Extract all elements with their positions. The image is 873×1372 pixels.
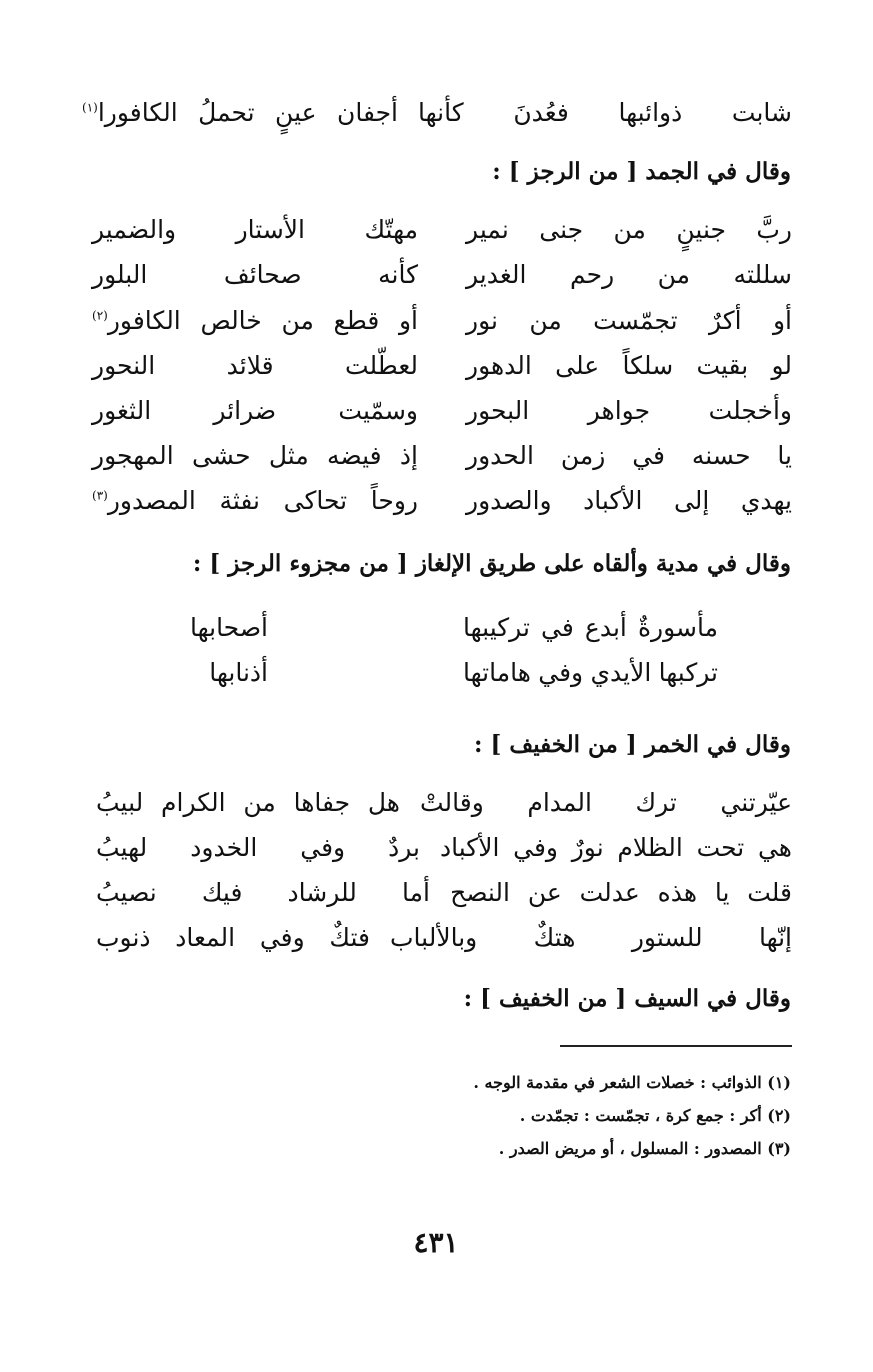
verse-word: الظلام [617, 833, 683, 862]
verse-word: في [541, 613, 574, 642]
verse-word: روحاً [370, 486, 418, 515]
footnote: (٢) أكر : جمع كرة ، تجمّست : تجمّدت . [519, 1106, 791, 1125]
verse-word: زمن [560, 441, 606, 470]
verse-word: صحائف [223, 260, 302, 289]
verse-word: إلى [673, 486, 710, 515]
verse-word: ضرائر [213, 396, 277, 425]
footnote-marker: (١) [82, 100, 98, 115]
verse-word: فتكٌ [329, 923, 370, 952]
verse-word: المدام [527, 788, 592, 817]
verse-word: الكرام [161, 788, 226, 817]
verse-first-hemistich [466, 262, 792, 287]
verse-word: وقالتْ [420, 788, 484, 817]
verse-word: عدلت [579, 878, 640, 907]
verse-word: تحملُ [198, 98, 255, 127]
verse-second-hemistich [96, 835, 420, 860]
section-heading: وقال في مدية وألقاه على طريق الإلغاز [ من مجزوء الرجز ] : [192, 550, 791, 577]
verse-word: فيك [201, 878, 243, 907]
verse-word: أجفان [336, 98, 398, 127]
verse-word: مثل [268, 441, 309, 470]
verse-word: نورٌ [571, 833, 604, 862]
verse-second-hemistich [92, 353, 418, 378]
verse-word: المعاد [175, 923, 236, 952]
verse-word: بقيت [696, 351, 749, 380]
verse-word: تركيبها [463, 613, 530, 642]
verse-word: من [243, 788, 276, 817]
footnote-divider [560, 1045, 792, 1047]
verse-word: من [281, 306, 314, 335]
verse-word: الأكباد [440, 833, 500, 862]
verse-word: والضمير [92, 215, 177, 244]
verse-second-hemistich [92, 398, 418, 423]
verse-second-hemistich [96, 790, 400, 815]
verse-word: أبدع [584, 613, 627, 642]
verse-word: تجمّست [593, 306, 678, 335]
section-heading: وقال في الجمد [ من الرجز ] : [492, 158, 791, 185]
verse-second-hemistich [92, 262, 418, 287]
verse-word: لهيبُ [96, 833, 148, 862]
verse-word: الخدود [190, 833, 258, 862]
verse-word: كأنها [418, 98, 464, 127]
verse-word: تحاكى [283, 486, 348, 515]
verse-word: من [613, 215, 646, 244]
verse-word: لعطّلت [344, 351, 418, 380]
verse-first-hemistich [420, 790, 792, 815]
verse-word: مهتّك [364, 215, 418, 244]
verse-word: الكافور$^{(٢)}$ [92, 306, 181, 335]
footnote: (١) الذوائب : خصلات الشعر في مقدمة الوجه . [473, 1073, 791, 1092]
verse-word: جنى [539, 215, 584, 244]
verse-word: ذوائبها [618, 98, 683, 127]
verse-word: المصدور$^{(٣)}$ [92, 486, 196, 515]
verse-word: الحدور [466, 441, 534, 470]
verse-word: وفي [513, 833, 559, 862]
verse-word: هل [367, 788, 400, 817]
verse-word: لو [771, 351, 792, 380]
verse-word: البلور [92, 260, 148, 289]
verse-word: البحور [466, 396, 530, 425]
verse-word: نمير [466, 215, 509, 244]
verse-word: قطع [333, 306, 380, 335]
verse-word: ذنوب [96, 923, 151, 952]
verse-word: النحور [92, 351, 156, 380]
verse-word: هي [757, 833, 792, 862]
verse-word: الدهور [466, 351, 532, 380]
verse-second-hemistich [96, 880, 430, 905]
verse-word: شابت [731, 98, 792, 127]
verse-second-hemistich [92, 308, 418, 333]
verse-word: أذنابها [209, 658, 268, 687]
verse-word: هذه [657, 878, 698, 907]
verse-word: أصحابها [189, 613, 268, 642]
verse-second-hemistich [188, 615, 268, 640]
verse-word: وأخجلت [708, 396, 792, 425]
footnote-marker: (٢) [92, 308, 108, 323]
verse-word: وفي [259, 923, 305, 952]
verse-word: كأنه [378, 260, 418, 289]
verse-first-hemistich [466, 443, 792, 468]
verse-word: نفثة [219, 486, 261, 515]
verse-first-hemistich [440, 835, 792, 860]
verse-second-hemistich [96, 925, 370, 950]
verse-word: الأستار [235, 215, 305, 244]
verse-word: ربَّ [756, 215, 792, 244]
verse-first-hemistich [463, 615, 718, 640]
verse-word: أكرٌ [708, 306, 742, 335]
verse-word: هتكٌ [533, 923, 576, 952]
verse-word: هاماتها [463, 658, 531, 687]
verse-word: من [657, 260, 691, 289]
verse-word: في [632, 441, 665, 470]
verse-word: فعُدنَ [513, 98, 569, 127]
verse-word: الأيدي [590, 658, 652, 687]
verse-word: قلائد [226, 351, 274, 380]
verse-word: وسمّيت [338, 396, 418, 425]
verse-word: وفي [538, 658, 584, 687]
verse-word: وبالألباب [390, 923, 478, 952]
verse-first-hemistich [418, 100, 792, 125]
verse-word: نصيبُ [96, 878, 157, 907]
page-number: ٤٣١ [413, 1226, 459, 1259]
verse-word: والصدور [466, 486, 552, 515]
verse-second-hemistich [92, 488, 418, 513]
verse-first-hemistich [466, 308, 792, 333]
footnote-marker: (٣) [92, 488, 108, 503]
verse-word: بردٌ [388, 833, 420, 862]
verse-first-hemistich [466, 217, 792, 242]
verse-second-hemistich [92, 443, 418, 468]
verse-first-hemistich [466, 353, 792, 378]
verse-word: ترك [635, 788, 677, 817]
verse-word: فيضه [327, 441, 382, 470]
verse-word: جنينٍ [676, 215, 726, 244]
verse-word: لبيبُ [96, 788, 144, 817]
verse-word: الأكباد [583, 486, 643, 515]
verse-word: عينٍ [275, 98, 317, 127]
verse-word: خالص [200, 306, 262, 335]
verse-word: يهدي [740, 486, 792, 515]
verse-word: أو [398, 306, 418, 335]
verse-word: للستور [631, 923, 703, 952]
verse-second-hemistich [188, 660, 268, 685]
verse-word: جفاها [293, 788, 351, 817]
verse-word: أو [772, 306, 792, 335]
verse-word: أما [402, 878, 430, 907]
verse-word: قلت [747, 878, 792, 907]
verse-word: على [555, 351, 600, 380]
verse-word: للرشاد [287, 878, 357, 907]
verse-word: وفي [300, 833, 346, 862]
verse-word: جواهر [587, 396, 651, 425]
verse-word: إنّها [758, 923, 792, 952]
verse-word: الثغور [92, 396, 152, 425]
verse-word: تركبها [658, 658, 718, 687]
verse-second-hemistich [82, 100, 398, 125]
section-heading: وقال في السيف [ من الخفيف ] : [463, 985, 791, 1012]
verse-word: تحت [696, 833, 745, 862]
verse-first-hemistich [466, 398, 792, 423]
verse-word: سلكاً [622, 351, 674, 380]
verse-word: الكافورا$^{(١)}$ [82, 98, 178, 127]
verse-word: إذ [399, 441, 418, 470]
footnote: (٣) المصدور : المسلول ، أو مريض الصدر . [498, 1139, 791, 1158]
verse-word: عن [527, 878, 562, 907]
verse-first-hemistich [463, 660, 718, 685]
verse-first-hemistich [466, 488, 792, 513]
verse-word: من [529, 306, 562, 335]
verse-word: يا [777, 441, 792, 470]
verse-second-hemistich [92, 217, 418, 242]
section-heading: وقال في الخمر [ من الخفيف ] : [474, 731, 791, 758]
verse-word: سللته [733, 260, 792, 289]
verse-word: نور [466, 306, 498, 335]
verse-word: يا [714, 878, 730, 907]
verse-word: المهجور [92, 441, 174, 470]
verse-word: النصح [450, 878, 510, 907]
verse-first-hemistich [450, 880, 792, 905]
verse-word: الغدير [466, 260, 527, 289]
verse-first-hemistich [390, 925, 792, 950]
verse-word: مأسورةٌ [637, 613, 718, 642]
verse-word: رحم [569, 260, 615, 289]
verse-word: حشى [191, 441, 251, 470]
verse-word: عيّرتني [720, 788, 792, 817]
verse-word: حسنه [691, 441, 751, 470]
